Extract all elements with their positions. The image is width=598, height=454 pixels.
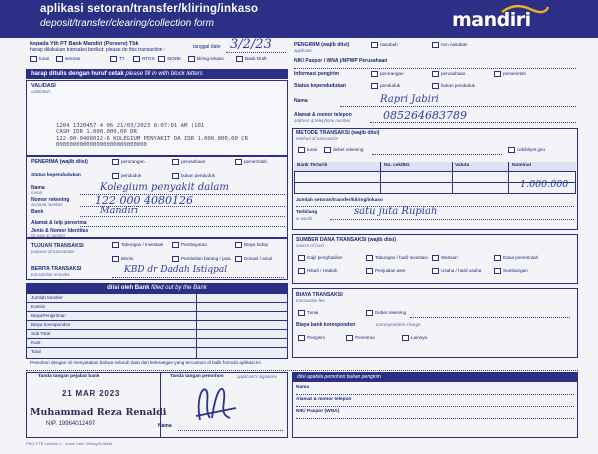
purpose-bisnis: Bisnis	[121, 256, 134, 261]
cb-tunai[interactable]	[30, 56, 37, 62]
applicant-sign-label: Tanda tangan pemohon	[170, 374, 224, 379]
block-letters-text-en: please fill in with block letters	[125, 71, 203, 77]
non-sender-id: NIK/ Paspor (WNA)	[296, 409, 340, 414]
teller-stamp-date: 21 MAR 2023	[62, 389, 121, 398]
cb-method-cek[interactable]	[508, 147, 515, 153]
cb-recip-bukan-penduduk[interactable]	[172, 173, 179, 179]
fee-debet: Debet rekening	[375, 310, 407, 315]
cb-sender-penduduk[interactable]	[371, 83, 378, 89]
date-label: tanggal date	[193, 44, 221, 50]
cb-source-warisan[interactable]	[432, 255, 439, 261]
source-hibah: Hibah / Hadiah	[307, 268, 338, 273]
cb-source-hibah[interactable]	[298, 268, 305, 274]
opt-kliring: kliring-inkaso	[197, 56, 224, 61]
cb-purpose-pembayaran[interactable]	[172, 242, 179, 248]
fee-tunai: Tunai	[307, 310, 319, 315]
applicant-name-label: Nama	[158, 423, 172, 429]
sender-bukan-penduduk: bukan penduduk	[441, 83, 475, 88]
opt-tunai: tunai	[39, 56, 49, 61]
cb-purpose-donasi[interactable]	[235, 256, 242, 262]
corr-lainnya: Lainnya	[411, 335, 428, 340]
source-title: SUMBER DANA TRANSAKSI (wajib diisi)	[296, 237, 397, 243]
opt-rtgs: RTGS	[142, 56, 155, 61]
cb-fee-tunai[interactable]	[298, 310, 305, 316]
recip-pemerintah: pemerintah	[244, 159, 267, 164]
cb-sender-pemerintah[interactable]	[494, 71, 501, 77]
recip-bank-value[interactable]: Mandiri	[100, 205, 139, 216]
nominal-value[interactable]: 1.000.000	[520, 179, 569, 190]
applicant-signature	[186, 380, 246, 425]
sender-info-label: Informasi pengirim	[294, 71, 340, 77]
cb-setoran[interactable]	[56, 56, 63, 62]
cb-purpose-pembelian[interactable]	[172, 256, 179, 262]
validation-label: VALIDASI	[31, 83, 56, 89]
recip-perorangan: perorangan	[121, 159, 145, 164]
col-valuta: Valuta	[455, 163, 470, 168]
purpose-pembayaran: Pembayaran	[181, 242, 208, 247]
bank-row-pengiriman: BiayaPengiriman	[31, 313, 66, 318]
col-nominal: Nominal	[512, 163, 531, 168]
cb-source-usaha[interactable]	[432, 268, 439, 274]
right-footer-bar-text: diisi apabila pemohon bukan pengirim	[297, 374, 381, 380]
form-title: aplikasi setoran/transfer/kliring/inkaso	[40, 3, 259, 15]
officer-sign-label: Tanda tangan pejabat bank	[38, 374, 100, 379]
recip-resident-label: Status kependudukan	[31, 173, 81, 178]
cb-sender-nasabah[interactable]	[371, 42, 378, 48]
cb-bank-draft[interactable]	[236, 56, 243, 62]
form-header	[0, 0, 598, 38]
cb-rtgs[interactable]	[133, 56, 140, 62]
cb-recip-perusahaan[interactable]	[172, 159, 179, 165]
method-tunai: tunai	[307, 147, 317, 152]
recip-account-label: Nomor rekening	[31, 197, 70, 203]
sender-addr-label: Alamat & nomor telepon	[294, 112, 352, 118]
stamp-line-1: 1204 1320457 4 06 21/03/2023 8:07:01 AM (101	[56, 123, 205, 129]
cb-corr-lainnya[interactable]	[402, 335, 409, 341]
method-cek: cek/bilyet giro	[517, 147, 546, 152]
cb-purpose-tabungan[interactable]	[112, 242, 119, 248]
bank-row-koresponden: Biaya koresponden	[31, 322, 71, 327]
corr-label-en: correspondent charge	[376, 322, 421, 327]
in-words-label: Terbilang	[296, 210, 318, 215]
method-title-en: method of transaction	[296, 136, 339, 141]
recipient-title: PENERIMA (wajib diisi)	[31, 159, 88, 165]
sender-perorangan: perorangan	[380, 71, 404, 76]
remarks-label: BERITA TRANSAKSI	[31, 266, 82, 272]
corr-label: Biaya bank koresponden	[296, 322, 356, 328]
opt-sknbi: SKNBI	[167, 56, 181, 61]
sender-title-en: applicant	[294, 48, 312, 53]
non-sender-name: Nama	[296, 385, 310, 390]
fees-title-en: transaction fee	[296, 298, 325, 303]
stamp-line-2: CASH IDR 1.000.000,00 DR	[56, 129, 137, 136]
method-debet: debet rekening	[333, 147, 364, 152]
block-letters-text: harap ditulis dengan huruf cetak	[31, 71, 124, 77]
purpose-pembelian: Pembelian barang / jasa	[181, 256, 231, 261]
recip-account-value[interactable]: 122 000 4080126	[95, 194, 193, 207]
form-code: FRO-FTR Lembar 2 - untuk Unit / Kliring/Kolektif	[26, 441, 112, 446]
cb-source-sumbangan[interactable]	[494, 268, 501, 274]
recip-name-label: Nama	[31, 185, 45, 191]
bank-fill-bar	[26, 283, 288, 293]
applicant-sign-label-en: applicant's signature	[237, 374, 277, 379]
purpose-biaya-hidup: Biaya hidup	[244, 242, 269, 247]
cb-sender-perorangan[interactable]	[371, 71, 378, 77]
recip-name-value[interactable]: Kolegium penyakit dalam	[100, 182, 229, 193]
bank-logo: mandiri	[452, 9, 531, 31]
source-sumbangan: Sumbangan	[503, 268, 528, 273]
recip-id-label-en: ID type & number	[31, 233, 66, 238]
block-letters-bar	[26, 69, 288, 79]
sender-addr-value[interactable]: 085264683789	[383, 109, 467, 122]
corr-pengirim: Pengirim	[307, 335, 326, 340]
cb-source-aset[interactable]	[366, 268, 373, 274]
form-subtitle: deposit/transfer/clearing/collection form	[40, 18, 214, 29]
opt-setoran: setoran	[65, 56, 81, 61]
cb-source-gaji[interactable]	[298, 255, 305, 261]
sender-name-value[interactable]: Rapri Jabiri	[380, 94, 439, 105]
validation-stamp	[56, 123, 248, 149]
recip-address-label: Alamat & telp penerima	[31, 220, 87, 226]
recip-perusahaan: perusahaan	[181, 159, 206, 164]
bank-fill-title: diisi oleh Bank	[107, 285, 150, 291]
cb-method-tunai[interactable]	[298, 147, 305, 153]
sender-id-label: NIK/ Paspor / WNA )/NPWP Perusahaan	[294, 58, 388, 64]
cb-source-pemerintah[interactable]	[494, 255, 501, 261]
fees-title: BIAYA TRANSAKSI	[296, 292, 343, 298]
recip-id-label: Jenis & Nomor Identitas	[31, 228, 89, 234]
sender-pemerintah: pemerintah	[503, 71, 526, 76]
bank-row-subtotal: Sub Total	[31, 331, 51, 336]
cb-sender-perusahaan[interactable]	[432, 71, 439, 77]
cb-sender-non-nasabah[interactable]	[432, 42, 439, 48]
in-words-value[interactable]: satu juta Rupiah	[354, 206, 438, 217]
sender-penduduk: penduduk	[380, 83, 401, 88]
sender-non-nasabah: non nasabah	[441, 42, 468, 47]
source-tabungan: Tabungan / hasil investasi	[375, 255, 428, 260]
addressee: kepada Yth PT Bank Mandiri (Persero) Tbk	[30, 41, 139, 47]
bank-row-kurs: Kurs	[31, 340, 41, 345]
cb-purpose-biaya-hidup[interactable]	[235, 242, 242, 248]
total-label: Jumlah setoran/transfer/kliring/inkaso	[296, 198, 383, 203]
cb-recip-pemerintah[interactable]	[235, 159, 242, 165]
remarks-label-en: transaction remarks	[31, 272, 70, 277]
signature-box	[26, 372, 288, 438]
teller-stamp-nip: NIP. 19964012497	[46, 421, 96, 427]
footer-statement: Pemohon dengan ini menyatakan bahwa seluruh data dan keterangan yang tercantum di balik formulir aplikasi ini	[30, 360, 261, 365]
recip-name-label-en: name	[31, 190, 42, 195]
bank-row-komisi: Komisi	[31, 304, 45, 309]
cb-corr-pengirim[interactable]	[298, 335, 305, 341]
source-gaji: Gaji/ penghasilan	[307, 255, 343, 260]
cb-recip-penduduk[interactable]	[112, 173, 119, 179]
sender-title: PENGIRIM (wajib diisi)	[294, 42, 350, 48]
source-usaha: Usaha / hasil usaha	[441, 268, 482, 273]
bank-row-total: Total	[31, 349, 41, 354]
cb-source-tabungan[interactable]	[366, 255, 373, 261]
non-sender-address: Alamat & nomor telepon	[296, 397, 352, 402]
source-title-en: source of fund	[296, 243, 324, 248]
purpose-donasi: Donasi / amal	[244, 256, 273, 261]
source-pemerintah: Dana pemerintah	[503, 255, 539, 260]
cb-method-debet[interactable]	[324, 147, 331, 153]
sender-addr-label-en: address & telephone number	[294, 118, 351, 123]
sender-nasabah: nasabah	[380, 42, 398, 47]
recip-penduduk: penduduk	[121, 173, 142, 178]
date-value[interactable]: 3/2/23	[230, 37, 272, 52]
col-cek: No. cek/BG	[384, 163, 410, 168]
cb-fee-debet[interactable]	[366, 310, 373, 316]
opt-bank-draft: Bank Draft	[245, 56, 267, 61]
method-title: METODE TRANSAKSI (wajib diisi)	[296, 130, 380, 136]
cb-sknbi[interactable]	[158, 56, 165, 62]
corr-penerima: Penerima	[355, 335, 375, 340]
recip-bank-label: Bank	[31, 209, 44, 215]
recip-bukan-penduduk: bukan penduduk	[181, 173, 215, 178]
instruction: harap dilakukan transaksi berikut: please do this transaction :	[30, 47, 166, 53]
remarks-value[interactable]: KBD dr Dadah Istiqpal	[124, 265, 228, 275]
bank-fill-title-en: filled out by the Bank	[151, 285, 207, 291]
cb-tt[interactable]	[110, 56, 117, 62]
purpose-title: TUJUAN TRANSAKSI	[31, 243, 84, 249]
validation-label-en: validation	[31, 89, 51, 94]
recip-account-label-en: account number	[31, 202, 63, 207]
teller-stamp-name: Muhammad Reza Renaldi	[30, 407, 167, 418]
bank-row-jumlah: Jumlah transfer	[31, 295, 63, 300]
cb-sender-bukan-penduduk[interactable]	[432, 83, 439, 89]
method-table-head	[294, 162, 576, 171]
purpose-title-en: purpose of transaction	[31, 249, 75, 254]
in-words-label-en: in words	[296, 216, 313, 221]
sender-perusahaan: perusahaan	[441, 71, 466, 76]
cb-recip-perorangan[interactable]	[112, 159, 119, 165]
col-bank: Bank Tertarik	[297, 163, 328, 168]
opt-tt: TT	[119, 56, 125, 61]
source-warisan: Warisan	[441, 255, 458, 260]
cb-kliring[interactable]	[188, 56, 195, 62]
sender-resident-label: Status kependudukan	[294, 83, 346, 89]
stamp-line-4: 000000000000000000000000000	[56, 142, 147, 149]
cb-corr-penerima[interactable]	[346, 335, 353, 341]
source-aset: Penjualan aset	[375, 268, 406, 273]
purpose-tabungan: Tabungan / Investasi	[121, 242, 164, 247]
sender-name-label: Nama	[294, 98, 308, 104]
stamp-line-3: 122-00-0408012-6 KOLEGIUM PENYAKIT DA IDR 1.000.000,00 CR	[56, 135, 248, 142]
cb-purpose-bisnis[interactable]	[112, 256, 119, 262]
